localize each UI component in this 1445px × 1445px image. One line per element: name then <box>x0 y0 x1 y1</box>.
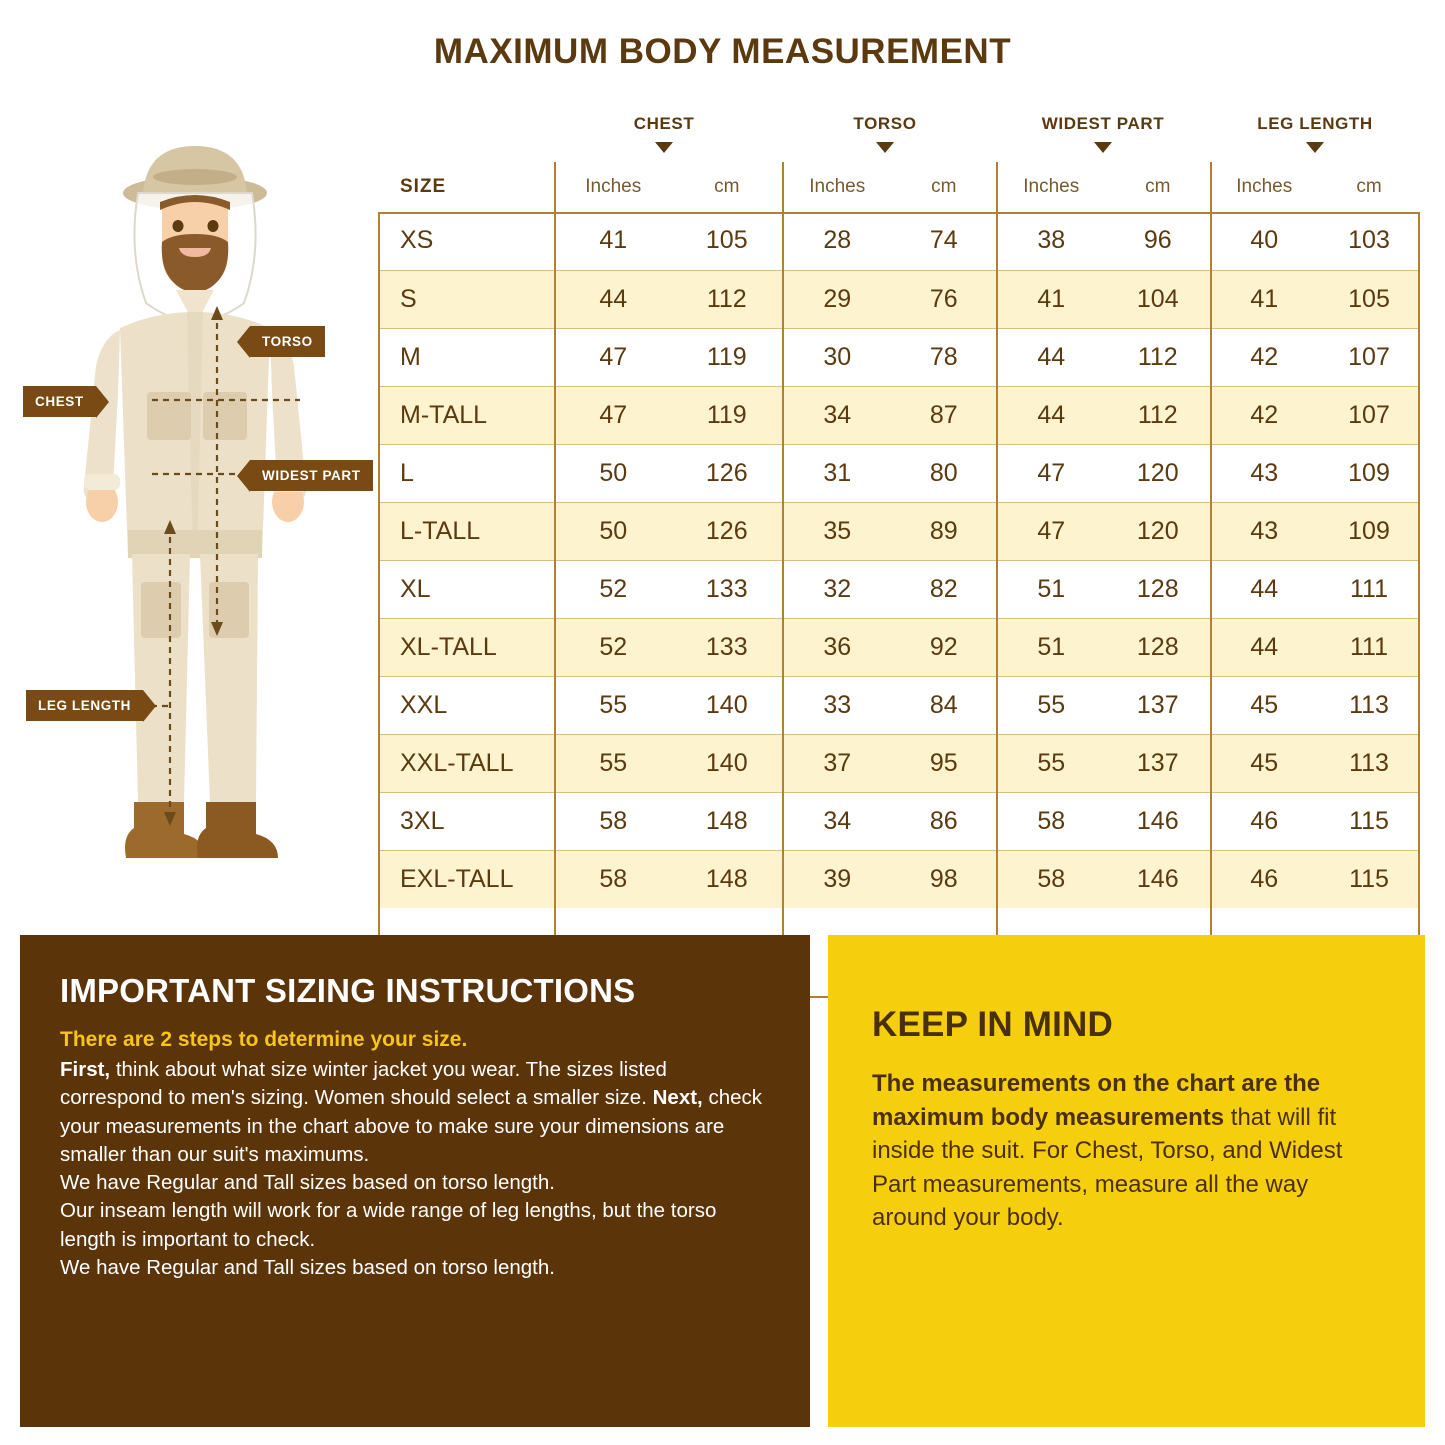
cell-widest-in: 44 <box>996 386 1106 444</box>
cell-torso-cm: 92 <box>892 618 996 676</box>
cell-chest-in: 47 <box>554 386 672 444</box>
cell-chest-cm: 126 <box>672 444 782 502</box>
cell-size: M <box>378 328 554 386</box>
cell-chest-in: 52 <box>554 618 672 676</box>
cell-torso-cm: 80 <box>892 444 996 502</box>
cell-widest-in: 58 <box>996 850 1106 908</box>
cell-leg-in: 42 <box>1210 328 1318 386</box>
cell-leg-in: 43 <box>1210 444 1318 502</box>
instructions-body <box>60 1056 774 1282</box>
table-row <box>378 328 1420 386</box>
cell-size: S <box>378 270 554 328</box>
cell-torso-cm: 95 <box>892 734 996 792</box>
keep-in-mind-panel <box>828 935 1425 1427</box>
table-row <box>378 270 1420 328</box>
cell-widest-in: 44 <box>996 328 1106 386</box>
cell-torso-in: 33 <box>782 676 892 734</box>
instructions-lead: There are 2 steps to determine your size. <box>60 1027 468 1051</box>
cell-torso-cm: 86 <box>892 792 996 850</box>
cell-torso-in: 32 <box>782 560 892 618</box>
header-widest-cm: cm <box>1145 176 1171 197</box>
cell-size: XL <box>378 560 554 618</box>
cell-chest-in: 55 <box>554 676 672 734</box>
cell-size: XS <box>378 212 554 270</box>
cell-widest-cm: 120 <box>1106 444 1210 502</box>
table-row <box>378 212 1420 270</box>
cell-widest-in: 51 <box>996 560 1106 618</box>
cell-leg-cm: 113 <box>1318 734 1420 792</box>
cell-torso-cm: 84 <box>892 676 996 734</box>
header-chest-cm: cm <box>714 176 740 197</box>
cell-size: L <box>378 444 554 502</box>
cell-widest-cm: 104 <box>1106 270 1210 328</box>
table-row <box>378 734 1420 792</box>
cell-torso-in: 36 <box>782 618 892 676</box>
cell-leg-cm: 115 <box>1318 792 1420 850</box>
cell-size: XXL <box>378 676 554 734</box>
cell-widest-in: 47 <box>996 444 1106 502</box>
cell-torso-cm: 89 <box>892 502 996 560</box>
cell-leg-in: 44 <box>1210 618 1318 676</box>
table-divider-1 <box>554 162 556 1010</box>
keep-in-mind-body <box>872 1067 1387 1235</box>
table-row <box>378 792 1420 850</box>
cell-torso-in: 39 <box>782 850 892 908</box>
table-divider-4 <box>1210 162 1212 1010</box>
cell-leg-in: 40 <box>1210 212 1318 270</box>
cell-leg-in: 41 <box>1210 270 1318 328</box>
chevron-down-icon-torso <box>876 142 894 153</box>
keep-in-mind-heading: KEEP IN MIND <box>872 1005 1113 1044</box>
cell-leg-in: 42 <box>1210 386 1318 444</box>
group-header-widest-part: WIDEST PART <box>1041 114 1165 133</box>
table-row <box>378 560 1420 618</box>
cell-leg-cm: 109 <box>1318 444 1420 502</box>
cell-size: EXL-TALL <box>378 850 554 908</box>
instructions-heading: IMPORTANT SIZING INSTRUCTIONS <box>60 972 636 1009</box>
cell-leg-cm: 111 <box>1318 560 1420 618</box>
cell-leg-in: 45 <box>1210 676 1318 734</box>
cell-leg-cm: 105 <box>1318 270 1420 328</box>
label-leg-length: LEG LENGTH <box>26 690 143 721</box>
cell-torso-cm: 82 <box>892 560 996 618</box>
first-label: First, <box>60 1057 111 1081</box>
cell-size: L-TALL <box>378 502 554 560</box>
cell-leg-in: 46 <box>1210 850 1318 908</box>
cell-torso-cm: 76 <box>892 270 996 328</box>
cell-leg-cm: 109 <box>1318 502 1420 560</box>
cell-leg-cm: 107 <box>1318 328 1420 386</box>
cell-chest-cm: 148 <box>672 850 782 908</box>
header-torso-inches: Inches <box>782 162 892 212</box>
first-text: think about what size winter jacket you wear. The sizes listed correspond to men's sizing. Women should select a smaller size. <box>60 1057 667 1110</box>
instructions-para2: We have Regular and Tall sizes based on torso length. <box>60 1171 555 1195</box>
cell-leg-in: 45 <box>1210 734 1318 792</box>
cell-leg-cm: 107 <box>1318 386 1420 444</box>
cell-chest-in: 52 <box>554 560 672 618</box>
cell-widest-cm: 120 <box>1106 502 1210 560</box>
instructions-para3: Our inseam length will work for a wide range of leg lengths, but the torso length is important to check. <box>60 1199 717 1251</box>
keep-in-mind-bold: The measurements on the chart are the maximum body measurements <box>872 1070 1321 1131</box>
cell-size: XL-TALL <box>378 618 554 676</box>
cell-chest-cm: 148 <box>672 792 782 850</box>
cell-torso-cm: 74 <box>892 212 996 270</box>
cell-widest-cm: 128 <box>1106 560 1210 618</box>
cell-torso-in: 31 <box>782 444 892 502</box>
table-row <box>378 502 1420 560</box>
group-header-chest: CHEST <box>633 114 695 133</box>
cell-widest-cm: 137 <box>1106 734 1210 792</box>
cell-leg-in: 44 <box>1210 560 1318 618</box>
cell-size: M-TALL <box>378 386 554 444</box>
cell-chest-cm: 119 <box>672 328 782 386</box>
beekeeper-figure-illustration <box>10 130 380 920</box>
group-header-leg-length: LEG LENGTH <box>1257 114 1373 133</box>
cell-chest-cm: 140 <box>672 676 782 734</box>
table-row <box>378 444 1420 502</box>
cell-chest-cm: 133 <box>672 560 782 618</box>
cell-torso-cm: 78 <box>892 328 996 386</box>
cell-widest-cm: 128 <box>1106 618 1210 676</box>
group-header-torso: TORSO <box>853 114 917 133</box>
instructions-para4: We have Regular and Tall sizes based on torso length. <box>60 1255 555 1279</box>
cell-widest-cm: 146 <box>1106 792 1210 850</box>
header-chest-inches: Inches <box>554 162 672 212</box>
chevron-down-icon-leg-length <box>1306 142 1324 153</box>
cell-widest-cm: 112 <box>1106 386 1210 444</box>
cell-leg-in: 43 <box>1210 502 1318 560</box>
table-row <box>378 386 1420 444</box>
header-size: SIZE <box>400 176 447 197</box>
cell-chest-in: 50 <box>554 502 672 560</box>
cell-widest-in: 55 <box>996 734 1106 792</box>
table-subheader-row <box>378 162 1420 212</box>
cell-chest-in: 58 <box>554 850 672 908</box>
size-table <box>378 162 1420 908</box>
cell-chest-in: 41 <box>554 212 672 270</box>
table-row <box>378 676 1420 734</box>
cell-torso-in: 29 <box>782 270 892 328</box>
chevron-down-icon-chest <box>655 142 673 153</box>
cell-widest-in: 51 <box>996 618 1106 676</box>
label-torso: TORSO <box>250 326 325 357</box>
cell-chest-cm: 119 <box>672 386 782 444</box>
cell-chest-cm: 140 <box>672 734 782 792</box>
cell-torso-cm: 98 <box>892 850 996 908</box>
chevron-down-icon-widest-part <box>1094 142 1112 153</box>
cell-chest-in: 44 <box>554 270 672 328</box>
label-widest-part: WIDEST PART <box>250 460 373 491</box>
next-label: Next, <box>652 1086 703 1110</box>
cell-leg-cm: 111 <box>1318 618 1420 676</box>
header-widest-inches: Inches <box>996 162 1106 212</box>
header-leg-cm: cm <box>1356 176 1382 197</box>
cell-torso-in: 35 <box>782 502 892 560</box>
table-divider-2 <box>782 162 784 1010</box>
cell-chest-in: 47 <box>554 328 672 386</box>
cell-widest-in: 58 <box>996 792 1106 850</box>
cell-chest-in: 58 <box>554 792 672 850</box>
cell-chest-in: 50 <box>554 444 672 502</box>
beekeeper-svg <box>10 130 380 920</box>
cell-widest-cm: 112 <box>1106 328 1210 386</box>
cell-torso-in: 37 <box>782 734 892 792</box>
cell-chest-cm: 112 <box>672 270 782 328</box>
cell-widest-cm: 146 <box>1106 850 1210 908</box>
cell-widest-cm: 96 <box>1106 212 1210 270</box>
important-sizing-instructions-panel <box>20 935 810 1427</box>
cell-leg-cm: 115 <box>1318 850 1420 908</box>
cell-chest-cm: 105 <box>672 212 782 270</box>
cell-chest-cm: 126 <box>672 502 782 560</box>
header-torso-cm: cm <box>931 176 957 197</box>
cell-widest-in: 47 <box>996 502 1106 560</box>
table-row <box>378 618 1420 676</box>
cell-torso-in: 28 <box>782 212 892 270</box>
header-leg-inches: Inches <box>1210 162 1318 212</box>
cell-leg-cm: 113 <box>1318 676 1420 734</box>
cell-widest-in: 41 <box>996 270 1106 328</box>
cell-torso-cm: 87 <box>892 386 996 444</box>
cell-size: XXL-TALL <box>378 734 554 792</box>
cell-leg-cm: 103 <box>1318 212 1420 270</box>
keep-in-mind-rest: that will fit inside the suit. For Chest, Torso, and Widest Part measurements, measure all the way around your body. <box>872 1103 1343 1232</box>
cell-widest-cm: 137 <box>1106 676 1210 734</box>
cell-widest-in: 55 <box>996 676 1106 734</box>
cell-size: 3XL <box>378 792 554 850</box>
cell-torso-in: 30 <box>782 328 892 386</box>
instructions-para1 <box>60 1056 774 1169</box>
label-chest: CHEST <box>23 386 96 417</box>
cell-chest-in: 55 <box>554 734 672 792</box>
cell-torso-in: 34 <box>782 386 892 444</box>
cell-chest-cm: 133 <box>672 618 782 676</box>
page-title: MAXIMUM BODY MEASUREMENT <box>433 32 1012 71</box>
cell-widest-in: 38 <box>996 212 1106 270</box>
cell-leg-in: 46 <box>1210 792 1318 850</box>
table-divider-3 <box>996 162 998 1010</box>
cell-torso-in: 34 <box>782 792 892 850</box>
next-text: check your measurements in the chart above to make sure your dimensions are smaller than our suit's maximums. <box>60 1086 762 1166</box>
table-row <box>378 850 1420 908</box>
